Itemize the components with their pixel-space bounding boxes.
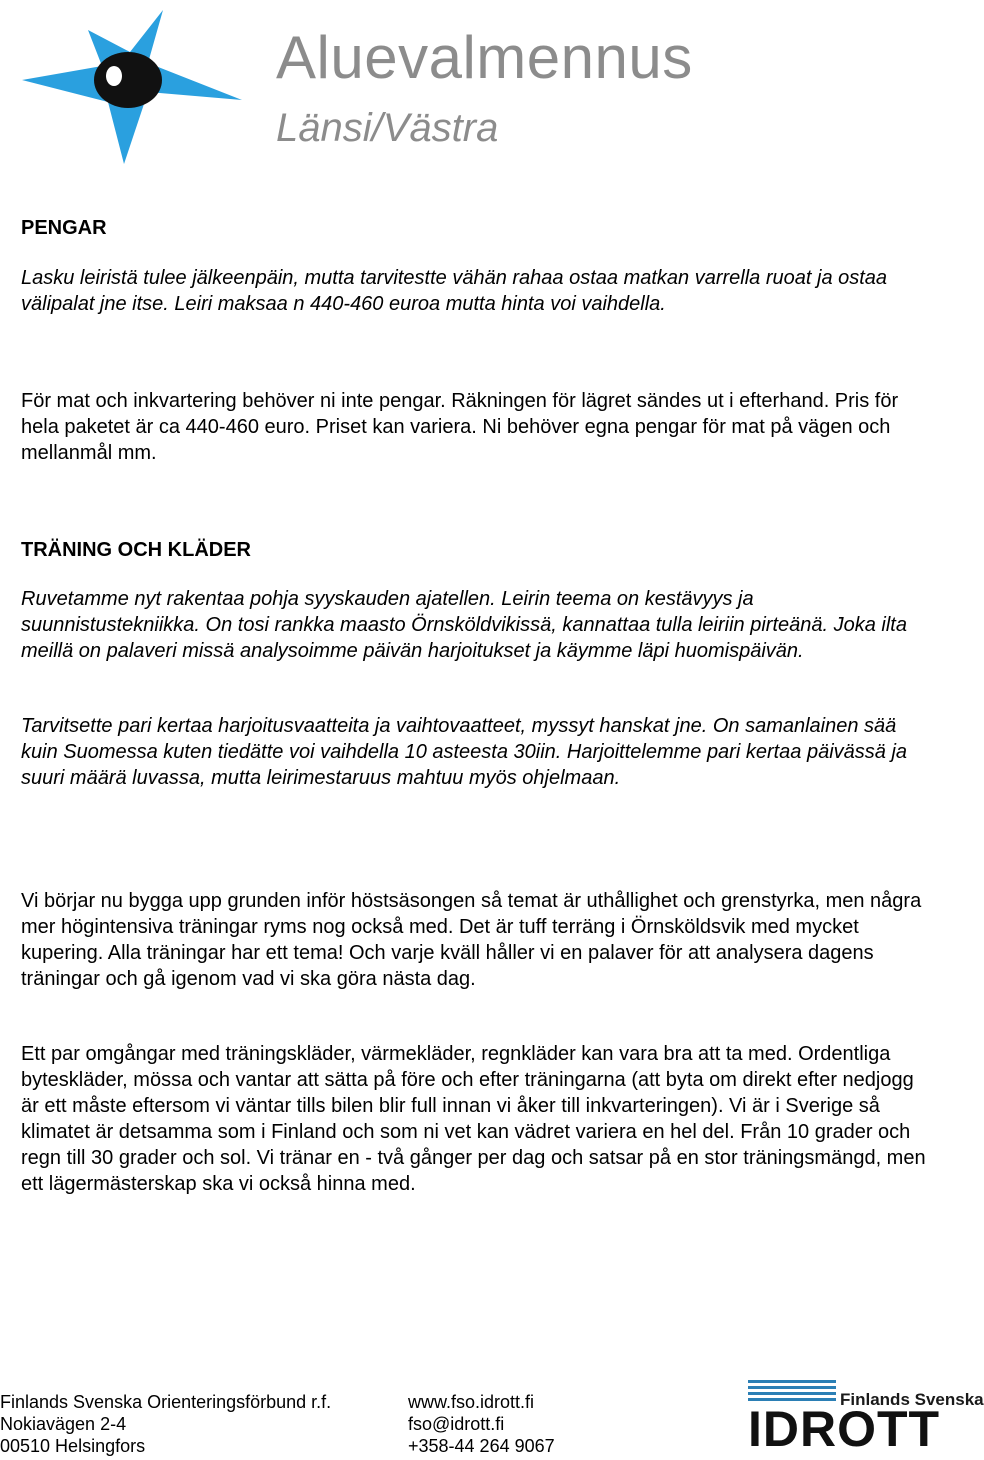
logo-title: Aluevalmennus — [276, 24, 693, 91]
logo-subtitle: Länsi/Västra — [276, 106, 499, 150]
header-logo — [20, 8, 700, 168]
pengar-sv-paragraph: För mat och inkvartering behöver ni inte pengar. Räkningen för lägret sändes ut i efterhand. Pris för hela paketet är ca 440-460 euro. Priset kan variera. Ni behöver egna pengar för mat på vägen och mellanmål mm. — [21, 390, 899, 464]
idrott-logo — [748, 1378, 984, 1458]
pengar-fi-paragraph: Lasku leiristä tulee jälkeenpäin, mutta tarvitestte vähän rahaa ostaa matkan varrella ruoat ja ostaa välipalat jne itse. Leiri maksaa n 440-460 euroa mutta hinta voi vaihdella. — [21, 267, 888, 315]
footer-postal: 00510 Helsingfors — [0, 1436, 146, 1456]
footer-phone: +358-44 264 9067 — [408, 1436, 555, 1456]
footer-email-link[interactable]: fso@idrott.fi — [408, 1414, 505, 1434]
traning-sv-paragraph-2: Ett par omgångar med träningskläder, värmekläder, regnkläder kan vara bra att ta med. Ordentliga byteskläder, mössa och vantar att sätta på före och efter träningarna (att byta om direkt efter nedjogg är ett måste eftersom vi väntar tills bilen blir full innan vi åker till inkvarteringen). Vi är i Sverige så klimatet är detsamma som i Finland och som ni vet kan vädret variera en hel del. Från 10 grader och regn till 30 grader och sol. Vi tränar en - två gånger per dag och satsar på en stor träningsmängd, men ett lägermästerskap ska vi också hinna med. — [21, 1043, 926, 1195]
aluevalmennus-star-logo — [20, 8, 260, 168]
footer-website-link[interactable]: www.fso.idrott.fi — [408, 1392, 535, 1412]
traning-fi-paragraph-2: Tarvitsette pari kertaa harjoitusvaatteita ja vaihtovaatteet, myssyt hanskat jne. On samanlainen sää kuin Suomessa kuten tiedätte voi vaihdella 10 asteesta 30iin. Harjoittelemme pari kertaa päivässä ja suuri määrä luvassa, mutta leirimestaruus mahtuu myös ohjelmaan. — [21, 715, 908, 789]
footer-address — [0, 1391, 331, 1457]
traning-fi-paragraph-1: Ruvetamme nyt rakentaa pohja syyskauden ajatellen. Leirin teema on kestävyys ja suunnistustekniikka. On tosi rankka maasto Örnsköldvikissä, kannattaa tulla leiriin pirteänä. Joka ilta meillä on palaveri missä analysoimme päivän harjoitukset ja käymme läpi huomispäivän. — [21, 588, 907, 662]
idrott-logo-top-text: Finlands Svenska — [840, 1390, 984, 1409]
footer-contact — [408, 1391, 555, 1457]
pengar-heading: PENGAR — [21, 217, 107, 239]
traning-heading: TRÄNING OCH KLÄDER — [21, 539, 251, 561]
idrott-logo-main-text: IDROTT — [748, 1401, 941, 1457]
footer-org-name: Finlands Svenska Orienteringsförbund r.f. — [0, 1392, 332, 1412]
traning-sv-paragraph-1: Vi börjar nu bygga upp grunden inför höstsäsongen så temat är uthållighet och grenstyrka, men några mer högintensiva träningar ryms nog också med. Det är tuff terräng i Örnsköldsvik med mycket kupering. Alla träningar har ett tema! Och varje kväll håller vi en palaver för att analysera dagens träningar och gå igenom vad vi ska göra nästa dag. — [21, 890, 922, 990]
footer-street: Nokiavägen 2-4 — [0, 1414, 127, 1434]
